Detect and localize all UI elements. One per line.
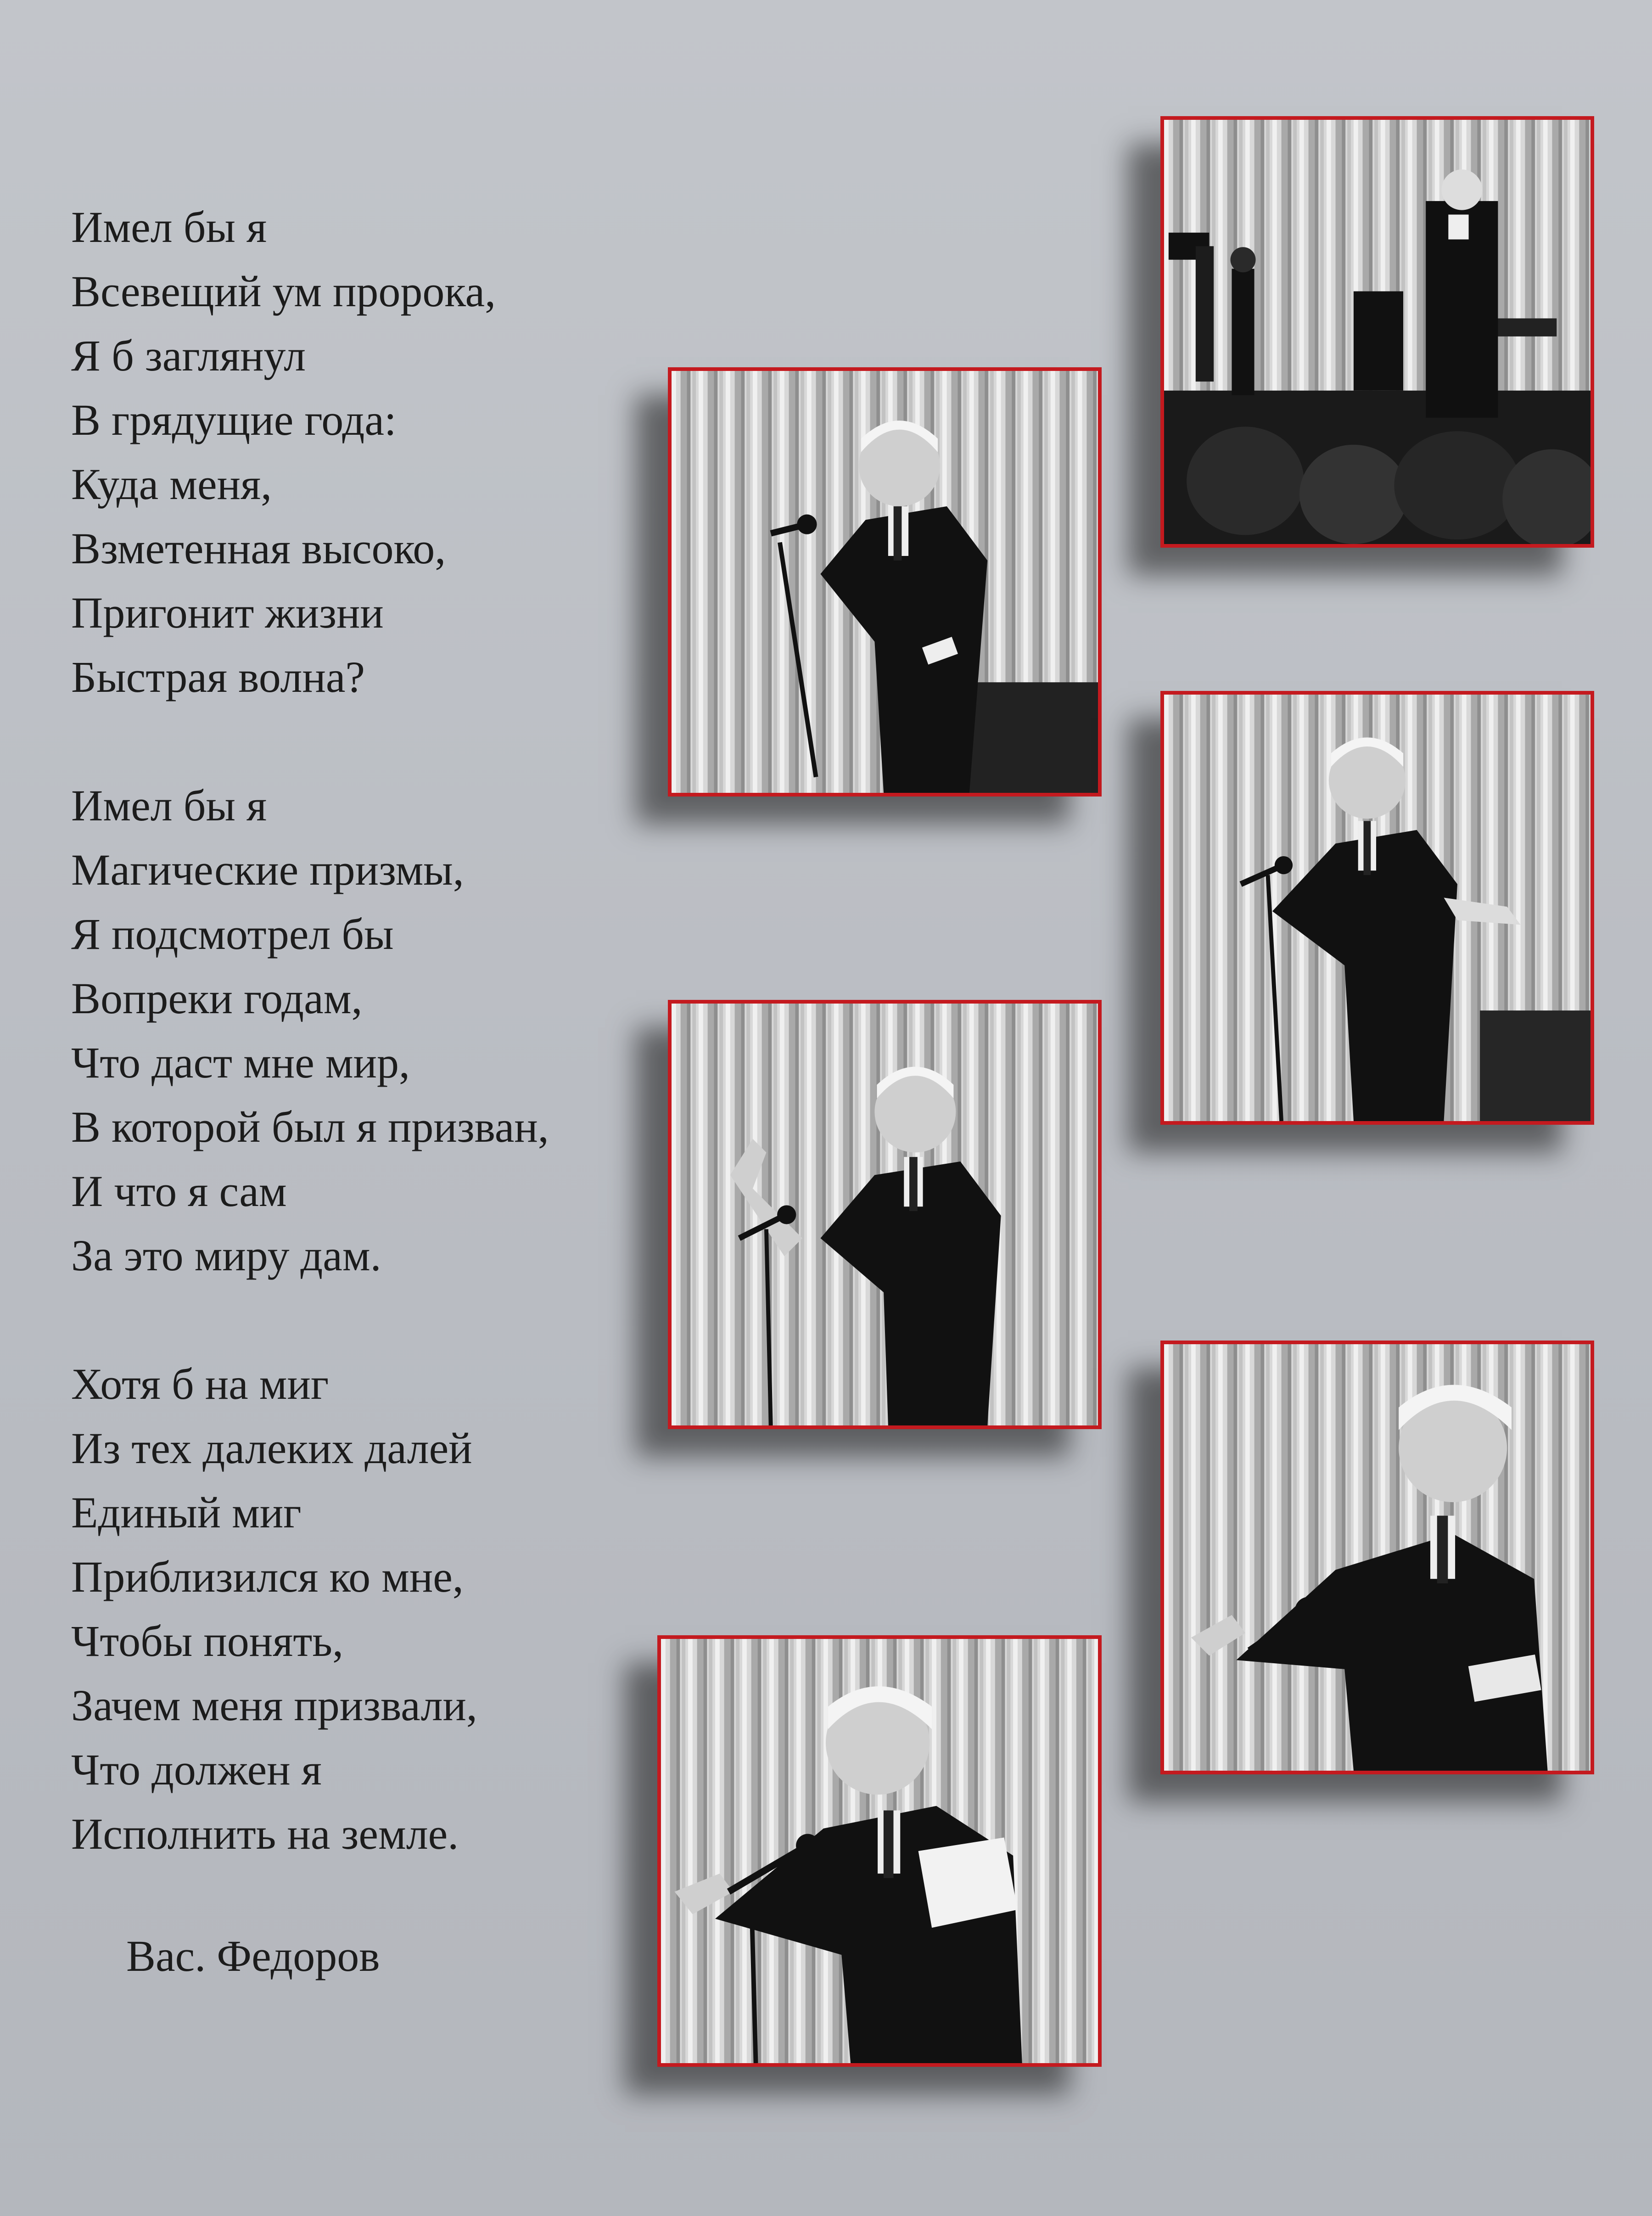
poem-line: Куда меня, <box>71 460 272 509</box>
speaker-graphic <box>672 1004 1098 1425</box>
poem-line: Что должен я <box>71 1745 322 1794</box>
photo-speaker-with-camera <box>1160 116 1594 548</box>
stage-scene-graphic <box>1164 120 1590 544</box>
photo-speaker-gesturing <box>668 1000 1102 1429</box>
poem-line: Я б заглянул <box>71 331 306 380</box>
poem-line: Вопреки годам, <box>71 974 363 1023</box>
poem-line: За это миру дам. <box>71 1231 381 1280</box>
speaker-graphic <box>1164 695 1590 1121</box>
poem-line: Зачем меня призвали, <box>71 1681 477 1730</box>
poem-line: Я подсмотрел бы <box>71 909 394 959</box>
poem-line: Приблизился ко мне, <box>71 1552 464 1601</box>
poem-line: Чтобы понять, <box>71 1616 344 1666</box>
stanza-2 <box>71 774 668 1288</box>
poem-line: Исполнить на земле. <box>71 1809 459 1858</box>
poem-line: Единый миг <box>71 1488 302 1537</box>
speaker-graphic <box>672 371 1098 793</box>
poem-line: Всевещий ум пророка, <box>71 267 496 316</box>
photo-speaker-microphone-2 <box>1160 691 1594 1125</box>
poem-line: Хотя б на миг <box>71 1359 329 1408</box>
poem-line: В грядущие года: <box>71 395 397 444</box>
poem-line: Пригонит жизни <box>71 588 384 637</box>
poem-line: Что даст мне мир, <box>71 1038 410 1087</box>
stanza-1 <box>71 195 668 709</box>
speaker-graphic <box>1164 1344 1590 1771</box>
poem-line: Магические призмы, <box>71 845 464 894</box>
poem-line: В которой был я призван, <box>71 1102 549 1151</box>
poem-line: Имел бы я <box>71 202 267 252</box>
photo-speaker-microphone-1 <box>668 367 1102 797</box>
speaker-graphic <box>661 1639 1098 2063</box>
poem-line: Из тех далеких далей <box>71 1424 472 1473</box>
poem-line: И что я сам <box>71 1167 287 1216</box>
poem <box>71 195 668 1930</box>
poem-line: Имел бы я <box>71 781 267 830</box>
poem-line: Быстрая волна? <box>71 652 365 701</box>
photo-speaker-with-notes <box>1160 1341 1594 1774</box>
poem-line: Взметенная высоко, <box>71 524 446 573</box>
poem-author: Вас. Федоров <box>126 1931 380 1980</box>
stanza-3 <box>71 1352 668 1866</box>
photo-speaker-reading-paper <box>657 1635 1102 2067</box>
